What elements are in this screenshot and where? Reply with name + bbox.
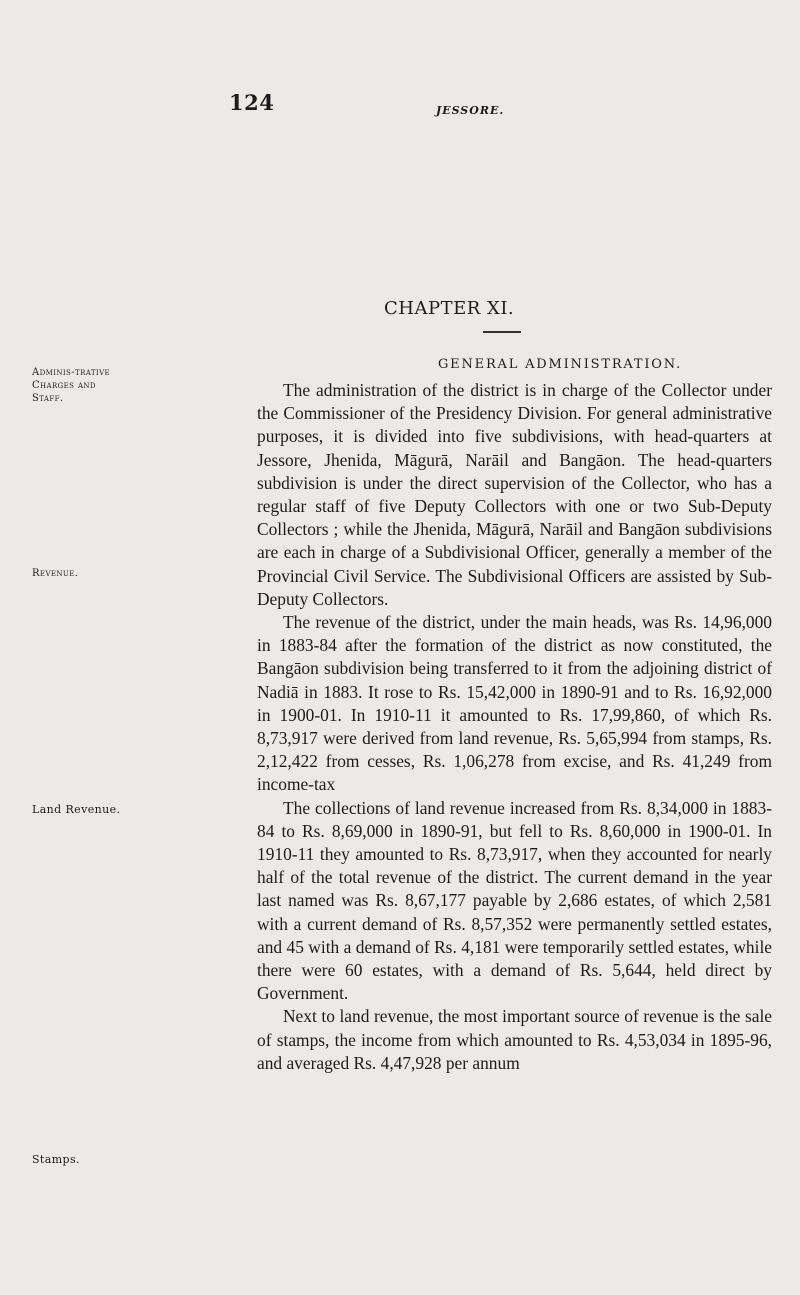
margin-note-land-revenue: Land Revenue. [32,803,121,816]
paragraph-land-revenue: The collections of land revenue increased from Rs. 8,34,000 in 1883-84 to Rs. 8,69,000 in 1890-91, but fell to Rs. 8,60,000 in 1900-01. In 1910-11 they amounted to Rs. 8,73,917, when they accounted for nearly half of the total revenue of the district. The current demand in the year last named was Rs. 8,67,177 payable by 2,686 estates, of which 2,581 with a current demand of Rs. 8,57,352 were permanently settled estates, and 45 with a demand of Rs. 4,181 were temporarily settled estates, while there were 60 estates, with a demand of Rs. 5,644, held direct by Government. [257,797,772,1004]
paragraph-revenue: The revenue of the district, under the main heads, was Rs. 14,96,000 in 1883-84 after the formation of the district as now constituted, the Bangāon subdivision being transferred to it from the adjoining district of Nadiā in 1883. It rose to Rs. 15,42,000 in 1890-91 and to Rs. 16,92,000 in 1900-01. In 1910-11 it amounted to Rs. 17,99,860, of which Rs. 8,73,917 were derived from land revenue, Rs. 5,65,994 from stamps, Rs. 2,12,422 from cesses, Rs. 1,06,278 from excise, and Rs. 41,249 from income-tax [257,612,772,795]
running-head: JESSORE. [436,104,505,117]
margin-note-administrative-charges: Adminis-trative Charges and Staff. [32,367,111,404]
chapter-rule [483,331,521,333]
margin-note-revenue: Revenue. [32,568,79,579]
margin-note-stamps: Stamps. [32,1153,80,1166]
body-text [257,379,772,1075]
chapter-title: CHAPTER XI. [384,298,515,319]
paragraph-stamps: Next to land revenue, the most important source of revenue is the sale of stamps, the income from which amounted to Rs. 4,53,034 in 1895-96, and averaged Rs. 4,47,928 per annum [257,1006,772,1073]
page-number: 124 [229,90,275,115]
section-heading: GENERAL ADMINISTRATION. [438,357,683,372]
paragraph-administration: The administration of the district is in charge of the Collector under the Commissioner of the Presidency Division. For general administrative purposes, it is divided into five subdivisions, with head-quarters at Jessore, Jhenida, Māgurā, Narāil and Bangāon. The head-quarters subdivision is under the direct supervision of the Collector, who has a regular staff of five Deputy Collectors with one or two Sub-Deputy Collectors ; while the Jhenida, Māgurā, Narāil and Bangāon subdivisions are each in charge of a Subdivisional Officer, generally a member of the Provincial Civil Service. The Subdivisional Officers are assisted by Sub-Deputy Collectors. [257,380,772,609]
